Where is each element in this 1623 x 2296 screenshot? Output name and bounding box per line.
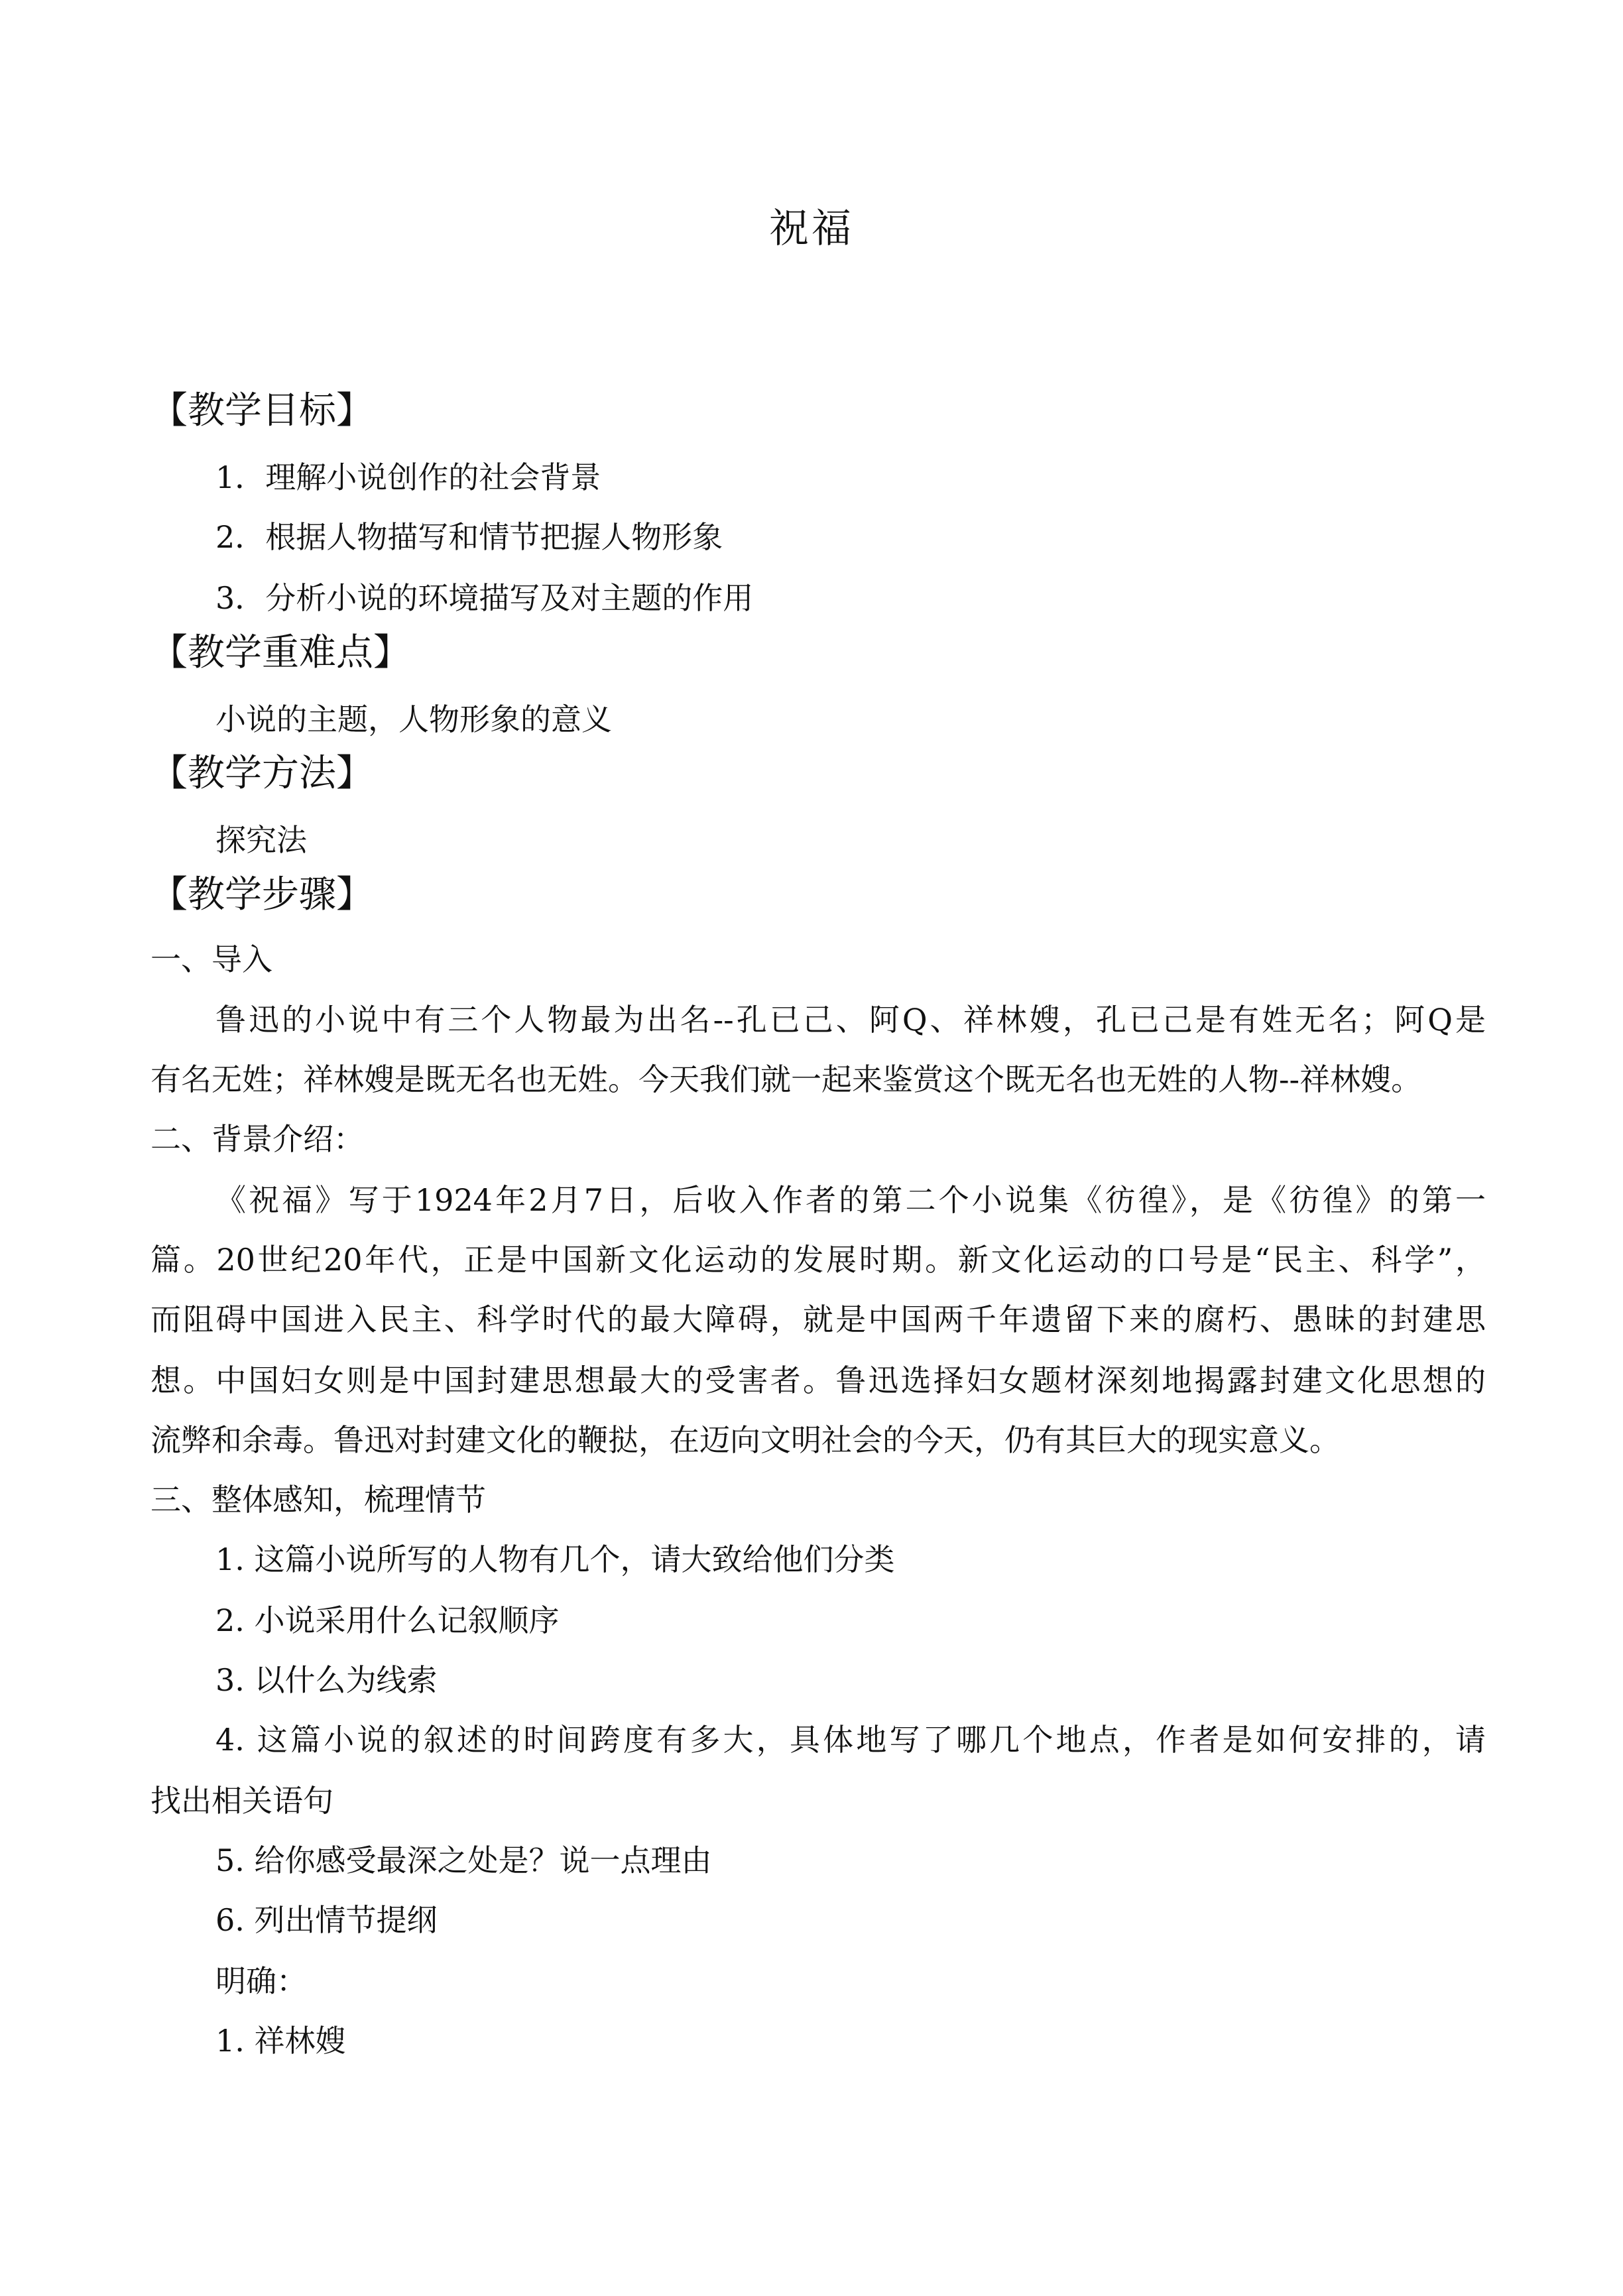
question-item-continuation: 找出相关语句	[150, 1783, 333, 1819]
question-item: 2. 小说采用什么记叙顺序	[215, 1602, 560, 1638]
background-paragraph-line: 想。中国妇女则是中国封建思想最大的受害者。鲁迅选择妇女题材深刻地揭露封建文化思想的	[150, 1362, 1486, 1398]
methods-heading: 【教学方法】	[150, 752, 373, 795]
objective-item: 2．根据人物描写和情节把握人物形象	[215, 519, 723, 555]
clarify-label: 明确：	[215, 1963, 307, 1999]
background-heading: 二、背景介绍：	[150, 1121, 364, 1157]
background-paragraph-line: 篇。20世纪20年代，正是中国新文化运动的发展时期。新文化运动的口号是“民主、科学”，	[150, 1242, 1486, 1278]
objective-item: 1．理解小说创作的社会背景	[215, 459, 601, 495]
document-title: 祝福	[769, 206, 854, 252]
background-paragraph-line: 而阻碍中国进入民主、科学时代的最大障碍，就是中国两千年遗留下来的腐朽、愚昧的封建思	[150, 1301, 1486, 1337]
background-paragraph-line: 流弊和余毒。鲁迅对封建文化的鞭挞，在迈向文明社会的今天，仍有其巨大的现实意义。	[150, 1422, 1340, 1458]
objective-item: 3．分析小说的环境描写及对主题的作用	[215, 580, 754, 616]
question-item: 3. 以什么为线索	[215, 1662, 438, 1698]
intro-heading: 一、导入	[150, 941, 272, 977]
question-item: 1. 这篇小说所写的人物有几个，请大致给他们分类	[215, 1541, 895, 1577]
objectives-heading: 【教学目标】	[150, 389, 373, 432]
key-points-heading: 【教学重难点】	[150, 631, 410, 674]
overview-heading: 三、整体感知，梳理情节	[150, 1482, 486, 1518]
methods-text: 探究法	[215, 822, 307, 858]
background-paragraph-line: 《祝福》写于1924年2月7日，后收入作者的第二个小说集《彷徨》，是《彷徨》的第一	[215, 1182, 1486, 1218]
question-item: 5. 给你感受最深之处是？说一点理由	[215, 1843, 712, 1878]
intro-paragraph-line: 有名无姓；祥林嫂是既无名也无姓。今天我们就一起来鉴赏这个既无名也无姓的人物--祥林嫂。	[150, 1061, 1422, 1097]
answer-item: 1. 祥林嫂	[215, 2023, 346, 2059]
question-item: 4. 这篇小说的叙述的时间跨度有多大，具体地写了哪几个地点，作者是如何安排的，请	[215, 1722, 1486, 1758]
key-points-text: 小说的主题，人物形象的意义	[215, 701, 612, 737]
steps-heading: 【教学步骤】	[150, 873, 373, 916]
intro-paragraph-line: 鲁迅的小说中有三个人物最为出名--孔已己、阿Q、祥林嫂，孔已己是有姓无名；阿Q是	[215, 1002, 1486, 1038]
question-item: 6. 列出情节提纲	[215, 1902, 438, 1938]
